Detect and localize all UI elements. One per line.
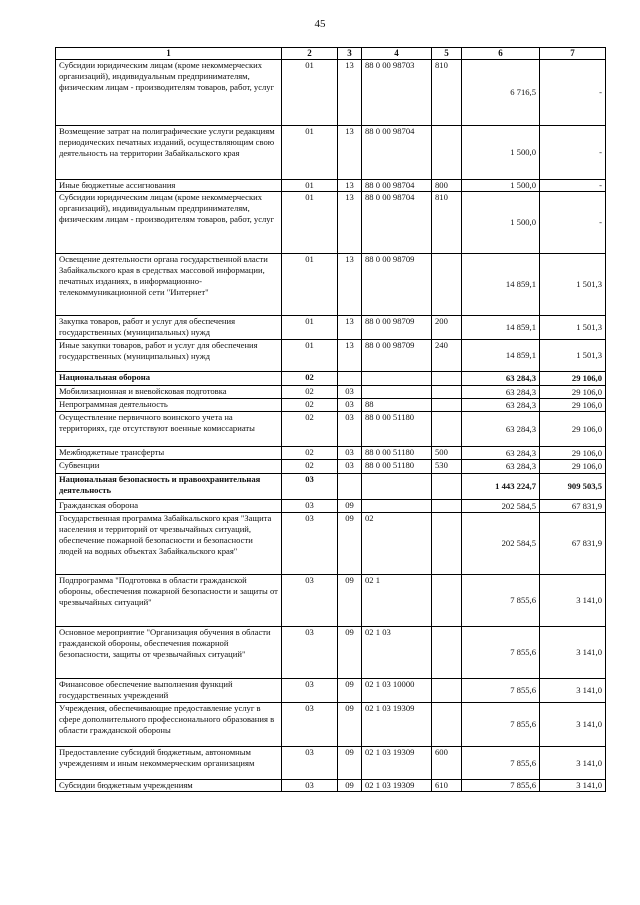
table-row bbox=[56, 460, 606, 474]
amount-cell: 1 500,0 bbox=[462, 192, 540, 254]
subsection-cell: 09 bbox=[338, 500, 362, 513]
row-name-cell: Осуществление первичного воинского учета на территориях, где отсутствуют военные комиссариаты bbox=[56, 412, 282, 447]
target-article-cell: 88 0 00 51180 bbox=[362, 460, 432, 474]
target-article-cell: 88 bbox=[362, 399, 432, 412]
amount-cell: 3 141,0 bbox=[540, 703, 606, 747]
row-name-cell: Предоставление субсидий бюджетным, автономным учреждениям и иным некоммерческим организациям bbox=[56, 747, 282, 780]
budget-table bbox=[55, 47, 606, 792]
table-row bbox=[56, 254, 606, 316]
section-cell: 03 bbox=[282, 474, 338, 500]
subsection-cell: 13 bbox=[338, 316, 362, 340]
row-name-cell: Освещение деятельности органа государственной власти Забайкальского края в средствах массовой информации, печатных изданиях, в информационно-телекоммуникационной сети "Интернет" bbox=[56, 254, 282, 316]
table-row bbox=[56, 447, 606, 460]
amount-cell: 67 831,9 bbox=[540, 513, 606, 575]
target-article-cell: 02 1 03 19309 bbox=[362, 703, 432, 747]
section-cell: 01 bbox=[282, 254, 338, 316]
subsection-cell: 09 bbox=[338, 679, 362, 703]
table-row bbox=[56, 703, 606, 747]
expense-type-cell: 530 bbox=[432, 460, 462, 474]
target-article-cell: 88 0 00 98709 bbox=[362, 340, 432, 372]
section-cell: 01 bbox=[282, 126, 338, 180]
amount-cell: 7 855,6 bbox=[462, 679, 540, 703]
amount-cell: 14 859,1 bbox=[462, 340, 540, 372]
amount-cell: - bbox=[540, 60, 606, 126]
section-cell: 01 bbox=[282, 192, 338, 254]
row-name-cell: Возмещение затрат на полиграфические услуги редакциям периодических печатных изданий, осуществляющим свою деятельность на территории Забайкальского края bbox=[56, 126, 282, 180]
row-name-cell: Учреждения, обеспечивающие предоставление услуг в сфере дополнительного профессионального образования в области гражданской обороны bbox=[56, 703, 282, 747]
target-article-cell bbox=[362, 500, 432, 513]
amount-cell: 1 501,3 bbox=[540, 254, 606, 316]
amount-cell: 67 831,9 bbox=[540, 500, 606, 513]
expense-type-cell bbox=[432, 627, 462, 679]
row-name-cell: Мобилизационная и вневойсковая подготовка bbox=[56, 386, 282, 399]
amount-cell: 63 284,3 bbox=[462, 460, 540, 474]
amount-cell: 63 284,3 bbox=[462, 372, 540, 386]
amount-cell: - bbox=[540, 126, 606, 180]
expense-type-cell bbox=[432, 500, 462, 513]
subsection-cell: 09 bbox=[338, 747, 362, 780]
expense-type-cell bbox=[432, 412, 462, 447]
target-article-cell: 02 1 03 19309 bbox=[362, 747, 432, 780]
row-name-cell: Субсидии юридическим лицам (кроме некоммерческих организаций), индивидуальным предпринимателям, физическим лицам - производителям товаров, работ, услуг bbox=[56, 192, 282, 254]
table-row bbox=[56, 386, 606, 399]
amount-cell: 1 500,0 bbox=[462, 180, 540, 192]
target-article-cell: 88 0 00 51180 bbox=[362, 412, 432, 447]
section-cell: 02 bbox=[282, 447, 338, 460]
amount-cell: 7 855,6 bbox=[462, 747, 540, 780]
target-article-cell bbox=[362, 372, 432, 386]
expense-type-cell: 500 bbox=[432, 447, 462, 460]
amount-cell: 6 716,5 bbox=[462, 60, 540, 126]
amount-cell: 29 106,0 bbox=[540, 460, 606, 474]
amount-cell: 3 141,0 bbox=[540, 747, 606, 780]
section-cell: 02 bbox=[282, 386, 338, 399]
table-row bbox=[56, 627, 606, 679]
amount-cell: 7 855,6 bbox=[462, 627, 540, 679]
target-article-cell: 02 bbox=[362, 513, 432, 575]
row-name-cell: Непрограммная деятельность bbox=[56, 399, 282, 412]
row-name-cell: Закупка товаров, работ и услуг для обеспечения государственных (муниципальных) нужд bbox=[56, 316, 282, 340]
amount-cell: 7 855,6 bbox=[462, 703, 540, 747]
table-row bbox=[56, 679, 606, 703]
expense-type-cell bbox=[432, 254, 462, 316]
table-row bbox=[56, 180, 606, 192]
amount-cell: 202 584,5 bbox=[462, 513, 540, 575]
subsection-cell: 03 bbox=[338, 460, 362, 474]
subsection-cell: 13 bbox=[338, 192, 362, 254]
table-row bbox=[56, 372, 606, 386]
target-article-cell: 88 0 00 51180 bbox=[362, 447, 432, 460]
column-header: 4 bbox=[362, 48, 432, 60]
subsection-cell: 09 bbox=[338, 627, 362, 679]
amount-cell: 909 503,5 bbox=[540, 474, 606, 500]
row-name-cell: Национальная оборона bbox=[56, 372, 282, 386]
amount-cell: - bbox=[540, 180, 606, 192]
expense-type-cell: 240 bbox=[432, 340, 462, 372]
section-cell: 03 bbox=[282, 500, 338, 513]
expense-type-cell bbox=[432, 474, 462, 500]
target-article-cell: 88 0 00 98704 bbox=[362, 126, 432, 180]
table-row bbox=[56, 500, 606, 513]
subsection-cell: 03 bbox=[338, 386, 362, 399]
amount-cell: 63 284,3 bbox=[462, 412, 540, 447]
table-row bbox=[56, 316, 606, 340]
column-header: 7 bbox=[540, 48, 606, 60]
target-article-cell: 88 0 00 98709 bbox=[362, 254, 432, 316]
table-row bbox=[56, 513, 606, 575]
expense-type-cell bbox=[432, 575, 462, 627]
amount-cell: 29 106,0 bbox=[540, 447, 606, 460]
target-article-cell: 88 0 00 98709 bbox=[362, 316, 432, 340]
target-article-cell: 02 1 03 10000 bbox=[362, 679, 432, 703]
row-name-cell: Гражданская оборона bbox=[56, 500, 282, 513]
section-cell: 03 bbox=[282, 575, 338, 627]
expense-type-cell bbox=[432, 513, 462, 575]
amount-cell: 202 584,5 bbox=[462, 500, 540, 513]
amount-cell: 29 106,0 bbox=[540, 412, 606, 447]
section-cell: 03 bbox=[282, 627, 338, 679]
target-article-cell: 88 0 00 98704 bbox=[362, 192, 432, 254]
section-cell: 03 bbox=[282, 747, 338, 780]
subsection-cell: 09 bbox=[338, 780, 362, 792]
table-row bbox=[56, 412, 606, 447]
expense-type-cell bbox=[432, 399, 462, 412]
table-row bbox=[56, 126, 606, 180]
amount-cell: 63 284,3 bbox=[462, 399, 540, 412]
table-row bbox=[56, 575, 606, 627]
table-body bbox=[56, 60, 606, 792]
table-header-row bbox=[56, 48, 606, 60]
target-article-cell: 88 0 00 98704 bbox=[362, 180, 432, 192]
row-name-cell: Субсидии бюджетным учреждениям bbox=[56, 780, 282, 792]
column-header: 6 bbox=[462, 48, 540, 60]
row-name-cell: Подпрограмма "Подготовка в области гражданской обороны, обеспечения пожарной безопасности и защиты от чрезвычайных ситуаций" bbox=[56, 575, 282, 627]
column-header: 1 bbox=[56, 48, 282, 60]
expense-type-cell: 810 bbox=[432, 192, 462, 254]
amount-cell: 63 284,3 bbox=[462, 386, 540, 399]
section-cell: 02 bbox=[282, 460, 338, 474]
subsection-cell: 03 bbox=[338, 399, 362, 412]
column-header: 3 bbox=[338, 48, 362, 60]
section-cell: 02 bbox=[282, 372, 338, 386]
amount-cell: 1 500,0 bbox=[462, 126, 540, 180]
section-cell: 02 bbox=[282, 412, 338, 447]
expense-type-cell bbox=[432, 703, 462, 747]
section-cell: 03 bbox=[282, 679, 338, 703]
column-header: 5 bbox=[432, 48, 462, 60]
amount-cell: - bbox=[540, 192, 606, 254]
row-name-cell: Финансовое обеспечение выполнения функций государственных учреждений bbox=[56, 679, 282, 703]
table-row bbox=[56, 60, 606, 126]
target-article-cell: 02 1 03 19309 bbox=[362, 780, 432, 792]
expense-type-cell: 610 bbox=[432, 780, 462, 792]
amount-cell: 1 501,3 bbox=[540, 316, 606, 340]
amount-cell: 29 106,0 bbox=[540, 372, 606, 386]
subsection-cell: 09 bbox=[338, 703, 362, 747]
table-row bbox=[56, 192, 606, 254]
amount-cell: 3 141,0 bbox=[540, 679, 606, 703]
expense-type-cell: 800 bbox=[432, 180, 462, 192]
row-name-cell: Государственная программа Забайкальского края "Защита населения и территорий от чрезвычайных ситуаций, обеспечение пожарной безопасности и безопасности людей на водных объектах Забайкальского края" bbox=[56, 513, 282, 575]
table-row bbox=[56, 780, 606, 792]
expense-type-cell bbox=[432, 126, 462, 180]
subsection-cell bbox=[338, 474, 362, 500]
subsection-cell: 09 bbox=[338, 575, 362, 627]
expense-type-cell bbox=[432, 679, 462, 703]
section-cell: 03 bbox=[282, 780, 338, 792]
amount-cell: 14 859,1 bbox=[462, 254, 540, 316]
table-row bbox=[56, 474, 606, 500]
subsection-cell: 13 bbox=[338, 60, 362, 126]
subsection-cell: 13 bbox=[338, 254, 362, 316]
subsection-cell bbox=[338, 372, 362, 386]
amount-cell: 29 106,0 bbox=[540, 399, 606, 412]
amount-cell: 3 141,0 bbox=[540, 627, 606, 679]
amount-cell: 63 284,3 bbox=[462, 447, 540, 460]
section-cell: 01 bbox=[282, 180, 338, 192]
amount-cell: 7 855,6 bbox=[462, 575, 540, 627]
subsection-cell: 13 bbox=[338, 126, 362, 180]
subsection-cell: 03 bbox=[338, 412, 362, 447]
subsection-cell: 13 bbox=[338, 180, 362, 192]
amount-cell: 1 501,3 bbox=[540, 340, 606, 372]
amount-cell: 29 106,0 bbox=[540, 386, 606, 399]
section-cell: 01 bbox=[282, 340, 338, 372]
expense-type-cell bbox=[432, 372, 462, 386]
expense-type-cell: 810 bbox=[432, 60, 462, 126]
section-cell: 01 bbox=[282, 316, 338, 340]
amount-cell: 7 855,6 bbox=[462, 780, 540, 792]
subsection-cell: 03 bbox=[338, 447, 362, 460]
subsection-cell: 13 bbox=[338, 340, 362, 372]
column-header: 2 bbox=[282, 48, 338, 60]
page-number: 45 bbox=[314, 18, 326, 30]
row-name-cell: Субсидии юридическим лицам (кроме некоммерческих организаций), индивидуальным предпринимателям, физическим лицам - производителям товаров, работ, услуг bbox=[56, 60, 282, 126]
amount-cell: 14 859,1 bbox=[462, 316, 540, 340]
section-cell: 03 bbox=[282, 703, 338, 747]
amount-cell: 1 443 224,7 bbox=[462, 474, 540, 500]
row-name-cell: Межбюджетные трансферты bbox=[56, 447, 282, 460]
row-name-cell: Иные бюджетные ассигнования bbox=[56, 180, 282, 192]
subsection-cell: 09 bbox=[338, 513, 362, 575]
section-cell: 01 bbox=[282, 60, 338, 126]
expense-type-cell: 200 bbox=[432, 316, 462, 340]
row-name-cell: Основное мероприятие "Организация обучения в области гражданской обороны, обеспечения пожарной безопасности, защиты от чрезвычайных ситуаций" bbox=[56, 627, 282, 679]
target-article-cell bbox=[362, 386, 432, 399]
table-row bbox=[56, 747, 606, 780]
target-article-cell: 88 0 00 98703 bbox=[362, 60, 432, 126]
amount-cell: 3 141,0 bbox=[540, 780, 606, 792]
expense-type-cell: 600 bbox=[432, 747, 462, 780]
amount-cell: 3 141,0 bbox=[540, 575, 606, 627]
section-cell: 03 bbox=[282, 513, 338, 575]
target-article-cell: 02 1 bbox=[362, 575, 432, 627]
section-cell: 02 bbox=[282, 399, 338, 412]
table-row bbox=[56, 340, 606, 372]
target-article-cell: 02 1 03 bbox=[362, 627, 432, 679]
expense-type-cell bbox=[432, 386, 462, 399]
row-name-cell: Национальная безопасность и правоохранительная деятельность bbox=[56, 474, 282, 500]
row-name-cell: Иные закупки товаров, работ и услуг для обеспечения государственных (муниципальных) нужд bbox=[56, 340, 282, 372]
row-name-cell: Субвенции bbox=[56, 460, 282, 474]
target-article-cell bbox=[362, 474, 432, 500]
table-row bbox=[56, 399, 606, 412]
